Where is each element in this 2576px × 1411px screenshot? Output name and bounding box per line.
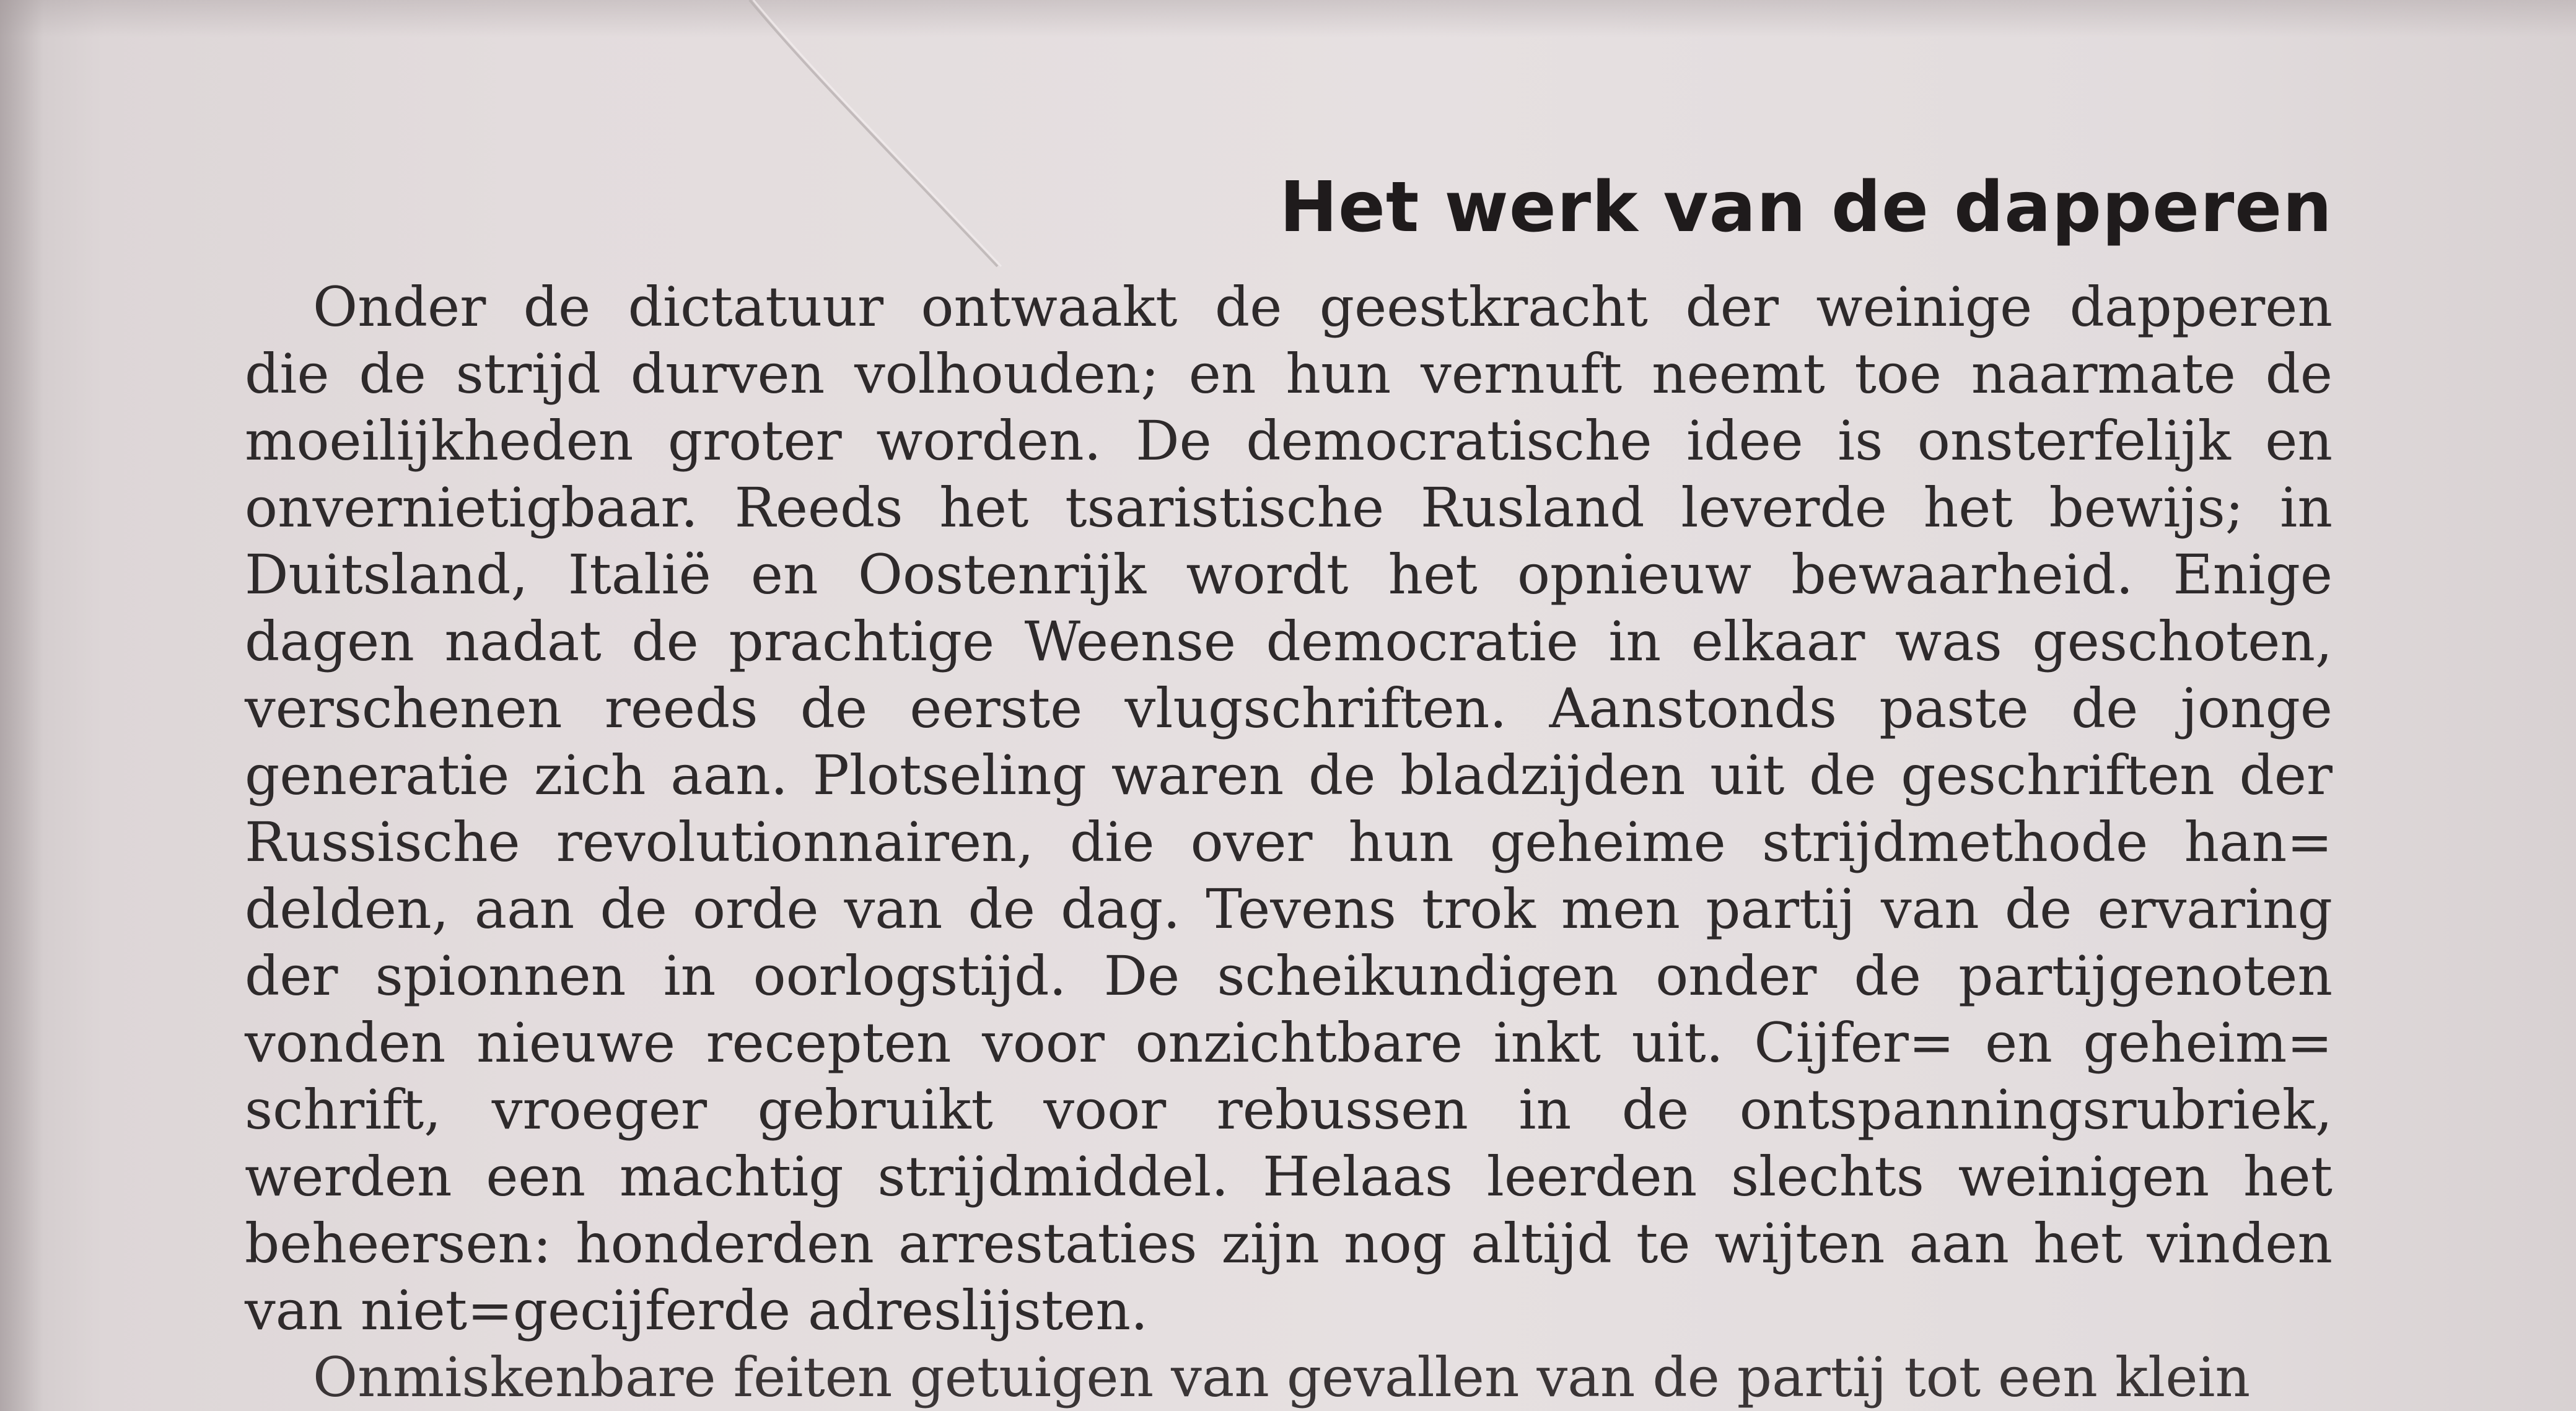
text-line: die de strijd durven volhouden; en hun vernuft neemt toe naarmate de [245, 342, 2333, 406]
text-line: beheersen: honderden arrestaties zijn nog altijd te wijten aan het vinden [245, 1212, 2333, 1275]
text-line: werden een machtig strijdmiddel. Helaas leerden slechts weinigen het [245, 1145, 2333, 1208]
page-top-shadow [0, 0, 2576, 37]
text-line: schrift, vroeger gebruikt voor rebussen in de ontspanningsrubriek, [245, 1078, 2333, 1142]
text-line: verschenen reeds de eerste vlugschriften. Aanstonds paste de jonge [245, 676, 2333, 740]
text-line: vonden nieuwe recepten voor onzichtbare inkt uit. Cijfer= en geheim= [245, 1011, 2333, 1075]
next-paragraph-partial-line: Onmiskenbare feiten getuigen van gevallen van de partij tot een klein [313, 1345, 2251, 1409]
article-body [245, 274, 2333, 1409]
text-line: van niet=gecijferde adreslijsten. [245, 1278, 1148, 1342]
text-line: delden, aan de orde van de dag. Tevens trok men partij van de ervaring [245, 877, 2333, 941]
text-line: moeilijkheden groter worden. De democratische idee is onsterfelijk en [245, 409, 2333, 473]
article-heading: Het werk van de dapperen [1279, 167, 2333, 248]
text-line: generatie zich aan. Plotseling waren de bladzijden uit de geschriften der [245, 743, 2333, 807]
text-line: dagen nadat de prachtige Weense democratie in elkaar was geschoten, [245, 609, 2333, 673]
article [245, 167, 2333, 1409]
page-edge-shadow [0, 0, 43, 1411]
text-line: Onder de dictatuur ontwaakt de geestkracht der weinige dapperen [313, 275, 2333, 339]
text-line: Duitsland, Italië en Oostenrijk wordt het opnieuw bewaarheid. Enige [245, 543, 2333, 606]
text-line: Russische revolutionnairen, die over hun geheime strijdmethode han= [245, 810, 2333, 874]
text-line: der spionnen in oorlogstijd. De scheikundigen onder de partijgenoten [245, 944, 2333, 1008]
text-line: onvernietigbaar. Reeds het tsaristische Rusland leverde het bewijs; in [245, 476, 2333, 540]
